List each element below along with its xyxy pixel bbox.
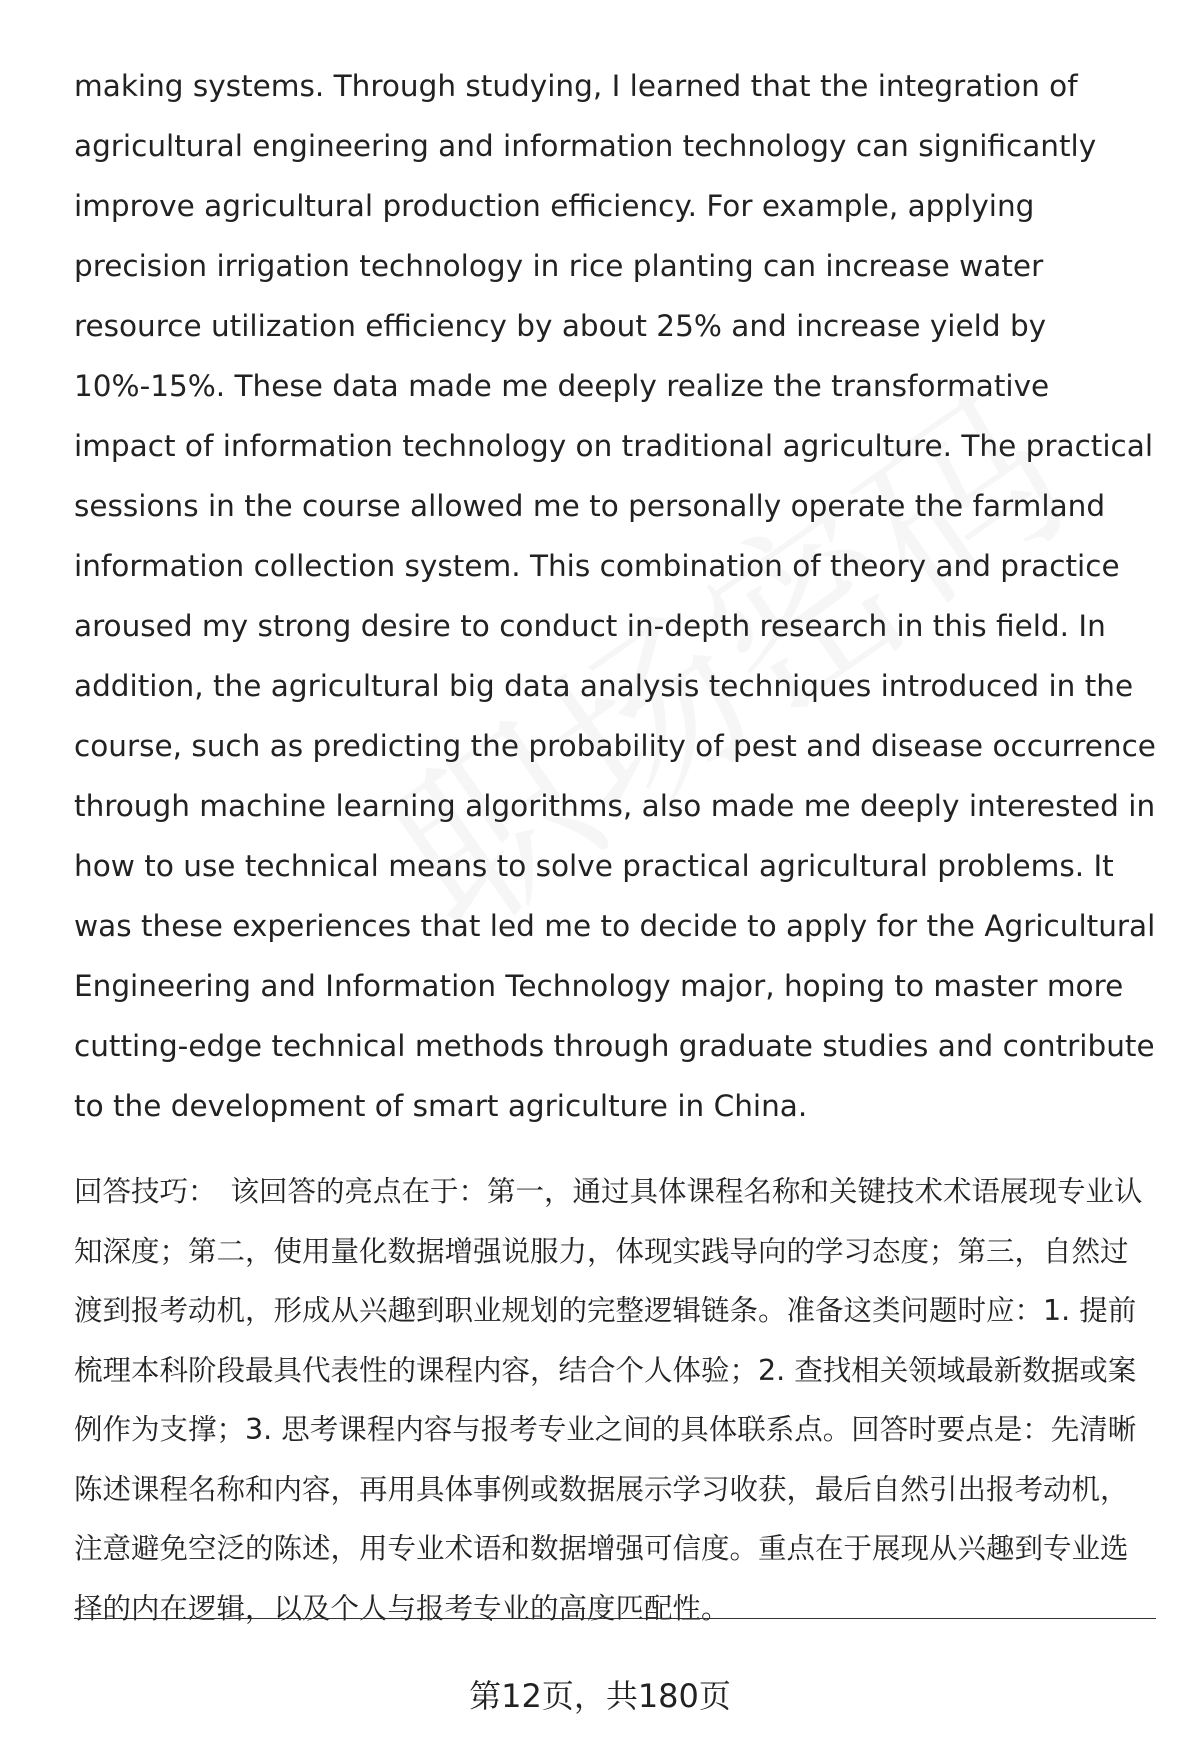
footer-divider (74, 1618, 1156, 1619)
page-number: 第12页，共180页 (469, 1677, 731, 1715)
document-page (74, 56, 1156, 1638)
answer-tips-text: 该回答的亮点在于：第一，通过具体课程名称和关键技术术语展现专业认知深度；第二，使用量化数据增强说服力，体现实践导向的学习态度；第三，自然过渡到报考动机，形成从兴趣到职业规划的完整逻辑链条。准备这类问题时应：1. 提前梳理本科阶段最具代表性的课程内容，结合个人体验；2. 查找相关领域最新数据或案例作为支撑；3. 思考课程内容与报考专业之间的具体联系点。回答时要点是：先清晰陈述课程名称和内容，再用具体事例或数据展示学习收获，最后自然引出报考动机，注意避免空泛的陈述，用专业术语和数据增强可信度。重点在于展现从兴趣到专业选择的内在逻辑，以及个人与报考专业的高度匹配性。 (74, 1175, 1143, 1625)
answer-tips-label: 回答技巧： (74, 1175, 217, 1208)
answer-paragraph: making systems. Through studying, I learned that the integration of agricultural engineering and information technology can significantly improve agricultural production efficiency. For example, applying precision irrigation technology in rice planting can increase water resource utilization efficiency by about 25% and increase yield by 10%-15%. These data made me deeply realize the transformative impact of information technology on traditional agriculture. The practical sessions in the course allowed me to personally operate the farmland information collection system. This combination of theory and practice aroused my strong desire to conduct in-depth research in this field. In addition, the agricultural big data analysis techniques introduced in the course, such as predicting the probability of pest and disease occurrence through machine learning algorithms, also made me deeply interested in how to use technical means to solve practical agricultural problems. It was these experiences that led me to decide to apply for the Agricultural Engineering and Information Technology major, hoping to master more cutting-edge technical methods through graduate studies and contribute to the development of smart agriculture in China. (74, 69, 1156, 1123)
answer-tips-paragraph (74, 1162, 1156, 1638)
